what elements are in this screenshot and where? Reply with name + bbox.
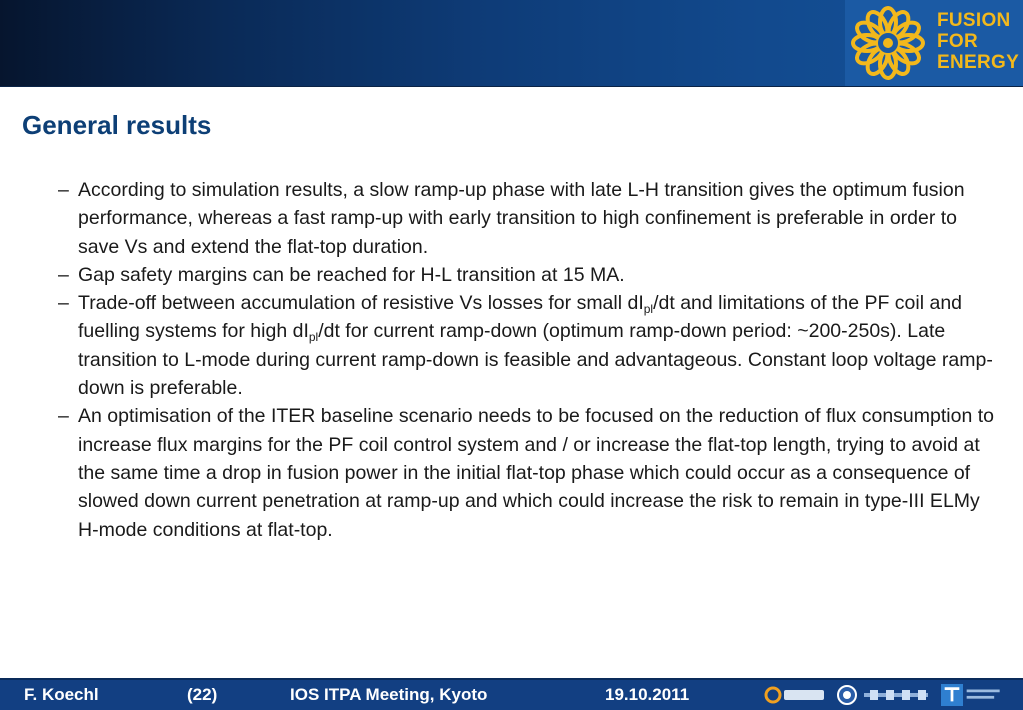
bullet-item [58,176,998,261]
bullet-item [58,289,998,402]
bullet-text: /dt and limitations of the PF coil and fuelling systems for high dI [78,292,963,343]
ccfe-logo [764,684,830,706]
bullet-text: /dt for current ramp-down (optimum ramp-down period: ~200-250s). Late transition to L-mode during current ramp-down is feasible and advantageous. Constant loop voltage ramp-down is preferable. [78,320,993,400]
bullet-text: An optimisation of the ITER baseline scenario needs to be focused on the reduction of flux consumption to increase flux margins for the PF coil control system and / or increase the flat-top length, trying to avoid at the same time a drop in fusion power in the initial flat-top phase which could occur as a consequence of slowed down current penetration at ramp-up and which could increase the risk to remain in type-III ELMy H-mode conditions at flat-top. [78,405,994,541]
enea-logo [862,684,932,706]
slide-title: General results [22,110,212,140]
header-band [0,0,1023,87]
euratom-logo [836,684,858,706]
footer-bar [0,678,1023,710]
footer-page-number: (22) [187,685,218,704]
bullet-dash: – [58,292,69,315]
bullet-text: Trade-off between accumulation of resistive Vs losses for small dI [78,292,644,315]
subscript-text: pl [308,330,319,345]
logo-wordmark: FUSION FOR ENERGY [937,10,1020,73]
footer-date: 19.10.2011 [605,685,690,704]
subscript-text: pl [643,302,654,317]
footer-meeting: IOS ITPA Meeting, Kyoto [290,685,488,704]
sunflower-emblem-icon [850,5,926,81]
fusion-for-energy-logo [845,0,1023,86]
footer-author: F. Koechl [24,685,99,704]
bullet-list [58,176,998,544]
bullet-dash: – [58,405,69,428]
bullet-dash: – [58,263,69,286]
bullet-item [58,402,998,543]
tu-wien-logo [938,684,1010,706]
bullet-item [58,261,998,289]
bullet-text: Gap safety margins can be reached for H-L transition at 15 MA. [78,263,625,286]
bullet-dash: – [58,179,69,201]
partner-logos [758,682,1020,708]
bullet-text: According to simulation results, a slow ramp-up phase with late L-H transition gives the optimum fusion performance, whereas a fast ramp-up with early transition to high confinement is preferable in order to save Vs and extend the flat-top duration. [78,179,965,258]
